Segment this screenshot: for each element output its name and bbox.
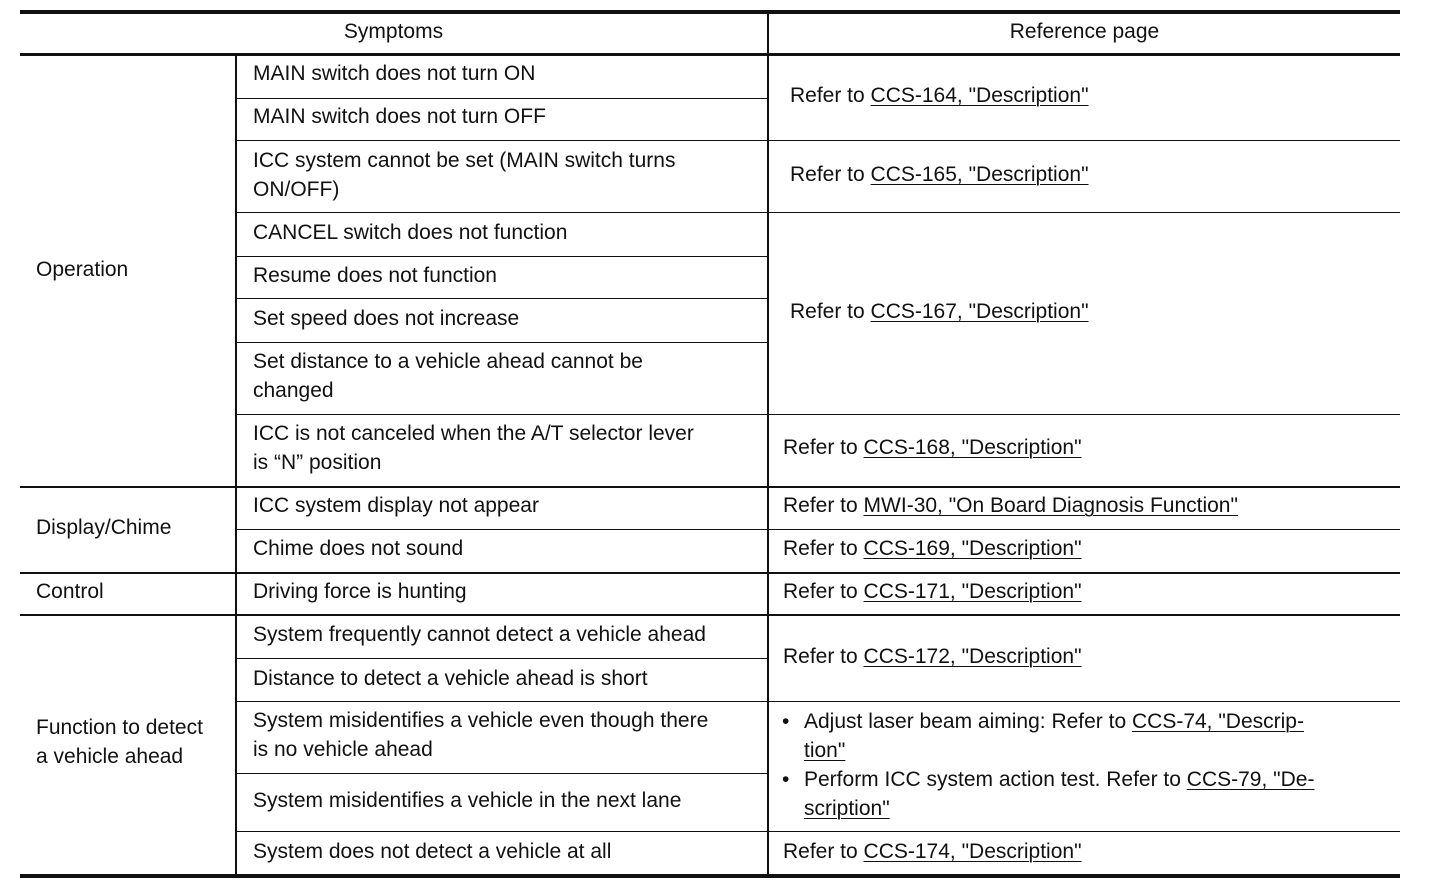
row-divider (236, 298, 768, 299)
symptom-line: is no vehicle ahead (253, 738, 433, 761)
link-mwi-30[interactable]: MWI-30, "On Board Diagnosis Function" (863, 494, 1238, 517)
row-divider (20, 572, 1400, 574)
symptom-cell (253, 706, 708, 764)
reference-bullet-list (780, 707, 1390, 823)
symptom-cell (253, 419, 694, 477)
refer-prefix: Refer to (783, 436, 864, 459)
category-function-detect (36, 713, 203, 771)
link-ccs-168[interactable]: CCS-168, "Description" (863, 436, 1082, 459)
symptom-cell (253, 146, 675, 204)
row-divider (236, 701, 1400, 702)
row-divider (236, 831, 1400, 832)
row-divider (236, 414, 1400, 415)
reference-cell (790, 297, 1089, 326)
header-symptoms: Symptoms (343, 20, 444, 43)
category-control: Control (36, 580, 104, 603)
link-ccs-79[interactable]: CCS-79, "De- (1186, 768, 1315, 791)
header-reference-page: Reference page (1009, 20, 1160, 43)
link-ccs-74-cont[interactable]: tion" (804, 739, 846, 762)
column-divider (235, 56, 237, 874)
symptom-line: ON/OFF) (253, 178, 340, 201)
row-divider (20, 614, 1400, 616)
symptom-line: changed (253, 379, 334, 402)
reference-cell (783, 433, 1082, 462)
category-line: Function to detect (36, 716, 203, 739)
reference-cell (783, 837, 1082, 866)
refer-prefix: Refer to (783, 645, 864, 668)
reference-cell (783, 534, 1082, 563)
refer-prefix: Refer to (783, 840, 864, 863)
reference-cell (783, 642, 1082, 671)
refer-prefix: Refer to (783, 494, 864, 517)
link-ccs-79-cont[interactable]: scription" (804, 797, 890, 820)
bullet-item (780, 765, 1390, 823)
refer-prefix: Refer to (790, 163, 871, 186)
symptom-cell: Set speed does not increase (253, 307, 520, 330)
symptom-cell: Chime does not sound (253, 537, 464, 560)
bullet-text: Perform ICC system action test. Refer to (804, 768, 1187, 791)
header-bottom-rule (20, 53, 1400, 56)
symptom-cell: Resume does not function (253, 264, 497, 287)
symptom-cell: CANCEL switch does not function (253, 221, 568, 244)
link-ccs-171[interactable]: CCS-171, "Description" (863, 580, 1082, 603)
symptom-line: System misidentifies a vehicle even though there (253, 709, 709, 732)
link-ccs-74[interactable]: CCS-74, "Descrip- (1131, 710, 1304, 733)
column-divider (767, 14, 769, 874)
symptom-line: ICC system cannot be set (MAIN switch turns (253, 149, 676, 172)
symptom-cell: ICC system display not appear (253, 494, 539, 517)
symptom-cell: System frequently cannot detect a vehicle ahead (253, 623, 706, 646)
bullet-text: Adjust laser beam aiming: Refer to (804, 710, 1132, 733)
symptom-cell: MAIN switch does not turn OFF (253, 105, 546, 128)
row-divider (236, 773, 768, 774)
row-divider (236, 212, 1400, 213)
category-line: a vehicle ahead (36, 745, 184, 768)
category-display-chime: Display/Chime (36, 516, 172, 539)
refer-prefix: Refer to (790, 300, 871, 323)
symptom-line: ICC is not canceled when the A/T selector lever (253, 422, 694, 445)
link-ccs-165[interactable]: CCS-165, "Description" (870, 163, 1089, 186)
row-divider (236, 658, 768, 659)
reference-cell (790, 160, 1089, 189)
link-ccs-172[interactable]: CCS-172, "Description" (863, 645, 1082, 668)
link-ccs-164[interactable]: CCS-164, "Description" (870, 84, 1089, 107)
row-divider (236, 342, 768, 343)
table-bottom-rule (20, 874, 1400, 878)
refer-prefix: Refer to (790, 84, 871, 107)
reference-cell (783, 491, 1238, 520)
row-divider (236, 98, 768, 99)
refer-prefix: Refer to (783, 580, 864, 603)
row-divider (20, 486, 1400, 488)
symptom-cell: MAIN switch does not turn ON (253, 62, 536, 85)
symptom-cell: System misidentifies a vehicle in the next lane (253, 789, 682, 812)
category-operation: Operation (36, 258, 129, 281)
row-divider (236, 529, 1400, 530)
symptom-cell: System does not detect a vehicle at all (253, 840, 612, 863)
link-ccs-169[interactable]: CCS-169, "Description" (863, 537, 1082, 560)
reference-cell (790, 81, 1089, 110)
reference-cell (783, 577, 1082, 606)
symptom-table (20, 10, 1400, 880)
symptom-line: Set distance to a vehicle ahead cannot be (253, 350, 643, 373)
row-divider (236, 140, 1400, 141)
symptom-cell: Distance to detect a vehicle ahead is short (253, 667, 648, 690)
link-ccs-174[interactable]: CCS-174, "Description" (863, 840, 1082, 863)
table-top-rule (20, 10, 1400, 14)
symptom-cell: Driving force is hunting (253, 580, 467, 603)
link-ccs-167[interactable]: CCS-167, "Description" (870, 300, 1089, 323)
refer-prefix: Refer to (783, 537, 864, 560)
row-divider (236, 256, 768, 257)
symptom-line: is “N” position (253, 451, 382, 474)
symptom-cell (253, 347, 643, 405)
bullet-item (780, 707, 1390, 765)
